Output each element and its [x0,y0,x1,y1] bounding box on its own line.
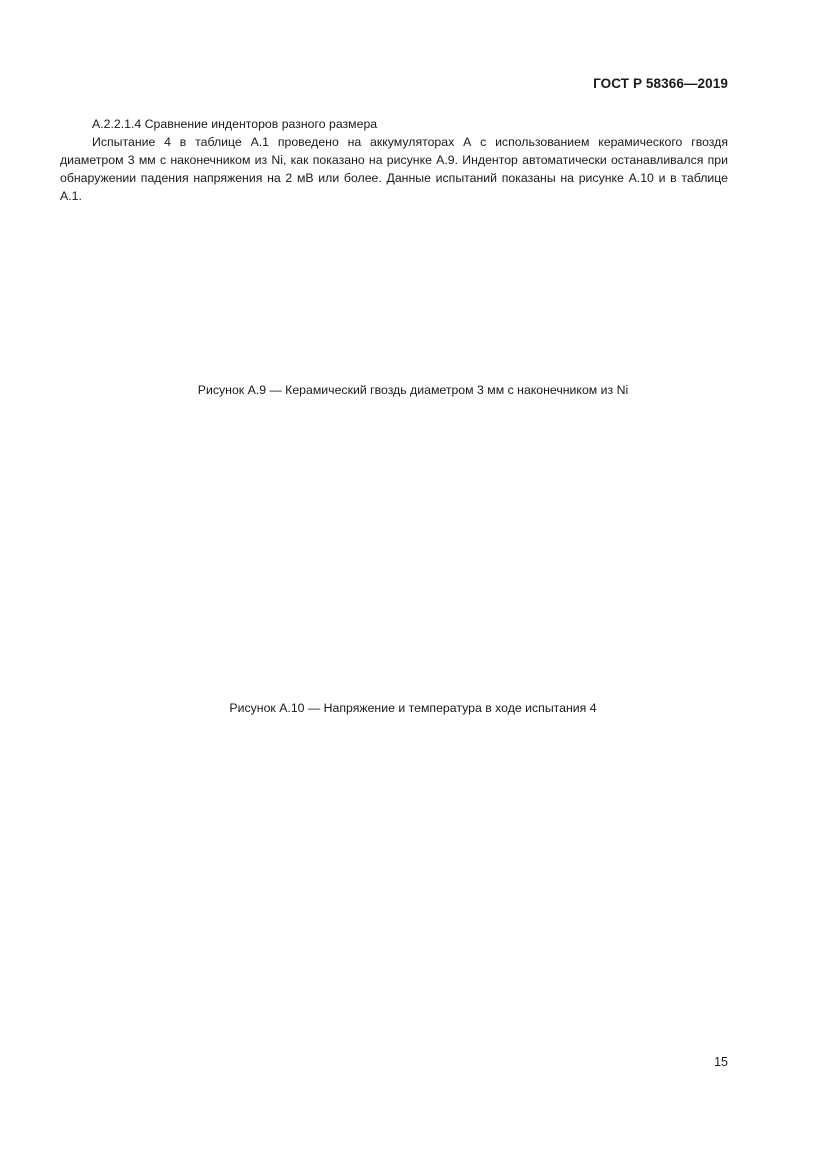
figure-a10-caption: Рисунок А.10 — Напряжение и температура в ходе испытания 4 [229,701,597,715]
section-heading: А.2.2.1.4 Сравнение инденторов разного размера [92,117,378,131]
section-paragraph: Испытание 4 в таблице А.1 проведено на аккумуляторах А с использованием керамического гвоздя диаметром 3 мм с наконечником из Ni, как показано на рисунке А.9. Индентор автоматически останавливался при обнаружении падения напряжения на 2 мВ или более. Данные испытаний показаны на рисунке А.10 и в таблице А.1. [60,135,728,203]
figure-a9-image-area [60,196,728,372]
figure-a9-caption: Рисунок А.9 — Керамический гвоздь диаметром 3 мм с наконечником из Ni [197,383,629,397]
figure-a10-image-area [60,408,728,692]
page-number: 15 [714,1055,728,1069]
blank-area [60,722,728,1042]
standard-id-header: ГОСТ Р 58366—2019 [593,76,728,91]
